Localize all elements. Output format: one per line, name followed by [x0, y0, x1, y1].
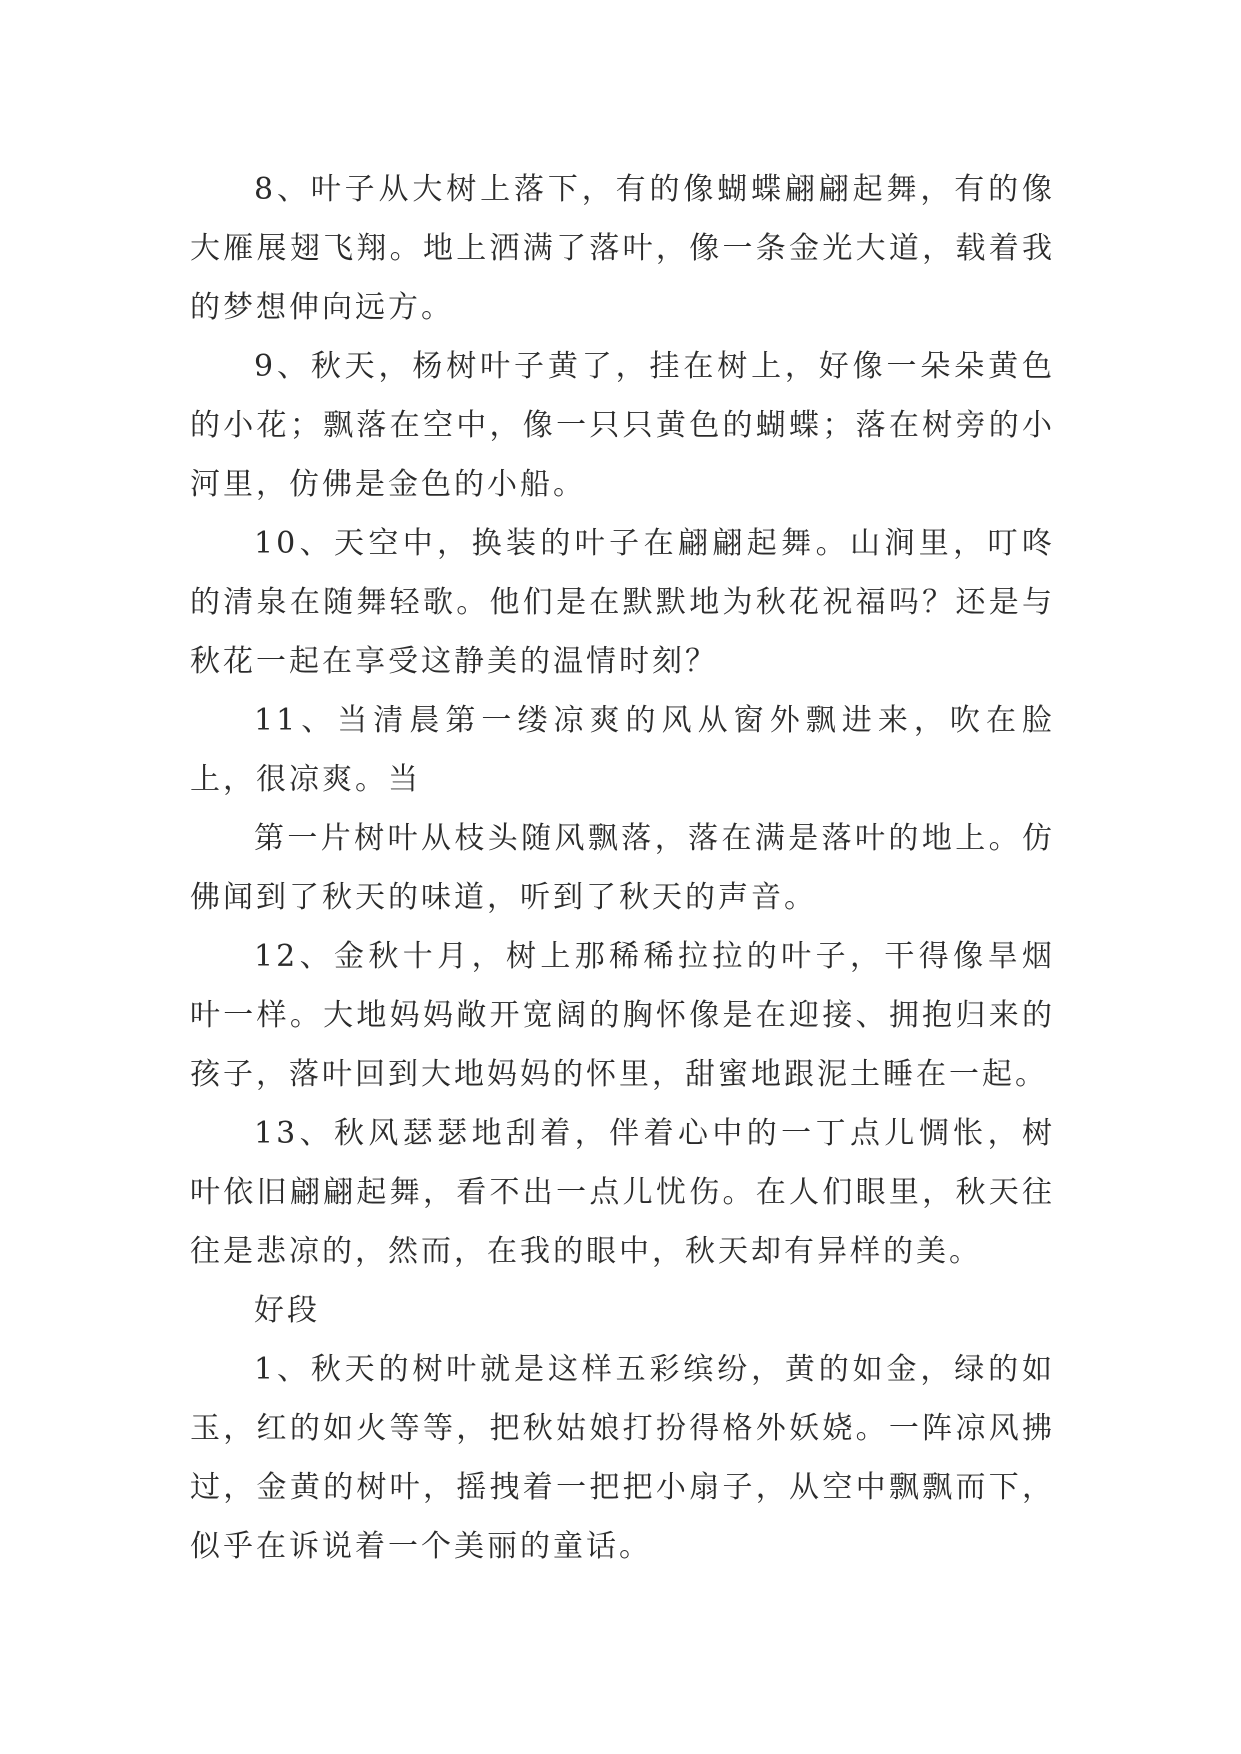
paragraph-continuation: 第一片树叶从枝头随风飘落，落在满是落叶的地上。仿佛闻到了秋天的味道，听到了秋天的声音。	[190, 821, 1055, 915]
document-body	[190, 160, 1055, 1576]
paragraph-item-8: 8、叶子从大树上落下，有的像蝴蝶翩翩起舞，有的像大雁展翅飞翔。地上洒满了落叶，像一条金光大道，载着我的梦想伸向远方。	[190, 172, 1055, 325]
paragraph-good-1: 1、秋天的树叶就是这样五彩缤纷，黄的如金，绿的如玉，红的如火等等，把秋姑娘打扮得格外妖娆。一阵凉风拂过，金黄的树叶，摇拽着一把把小扇子，从空中飘飘而下，似乎在诉说着一个美丽的童话。	[190, 1352, 1055, 1564]
paragraph-item-12: 12、金秋十月，树上那稀稀拉拉的叶子，干得像旱烟叶一样。大地妈妈敞开宽阔的胸怀像是在迎接、拥抱归来的孩子，落叶回到大地妈妈的怀里，甜蜜地跟泥土睡在一起。	[190, 939, 1055, 1092]
paragraph-item-11: 11、当清晨第一缕凉爽的风从窗外飘进来，吹在脸上，很凉爽。当	[190, 703, 1055, 797]
paragraph-item-9: 9、秋天，杨树叶子黄了，挂在树上，好像一朵朵黄色的小花；飘落在空中，像一只只黄色的蝴蝶；落在树旁的小河里，仿佛是金色的小船。	[190, 349, 1055, 502]
paragraph-item-10: 10、天空中，换装的叶子在翩翩起舞。山涧里，叮咚的清泉在随舞轻歌。他们是在默默地为秋花祝福吗？还是与秋花一起在享受这静美的温情时刻？	[190, 526, 1055, 679]
section-heading-good-paragraphs: 好段	[254, 1293, 320, 1328]
paragraph-item-13: 13、秋风瑟瑟地刮着，伴着心中的一丁点儿惆怅，树叶依旧翩翩起舞，看不出一点儿忧伤。在人们眼里，秋天往往是悲凉的，然而，在我的眼中，秋天却有异样的美。	[190, 1116, 1055, 1269]
